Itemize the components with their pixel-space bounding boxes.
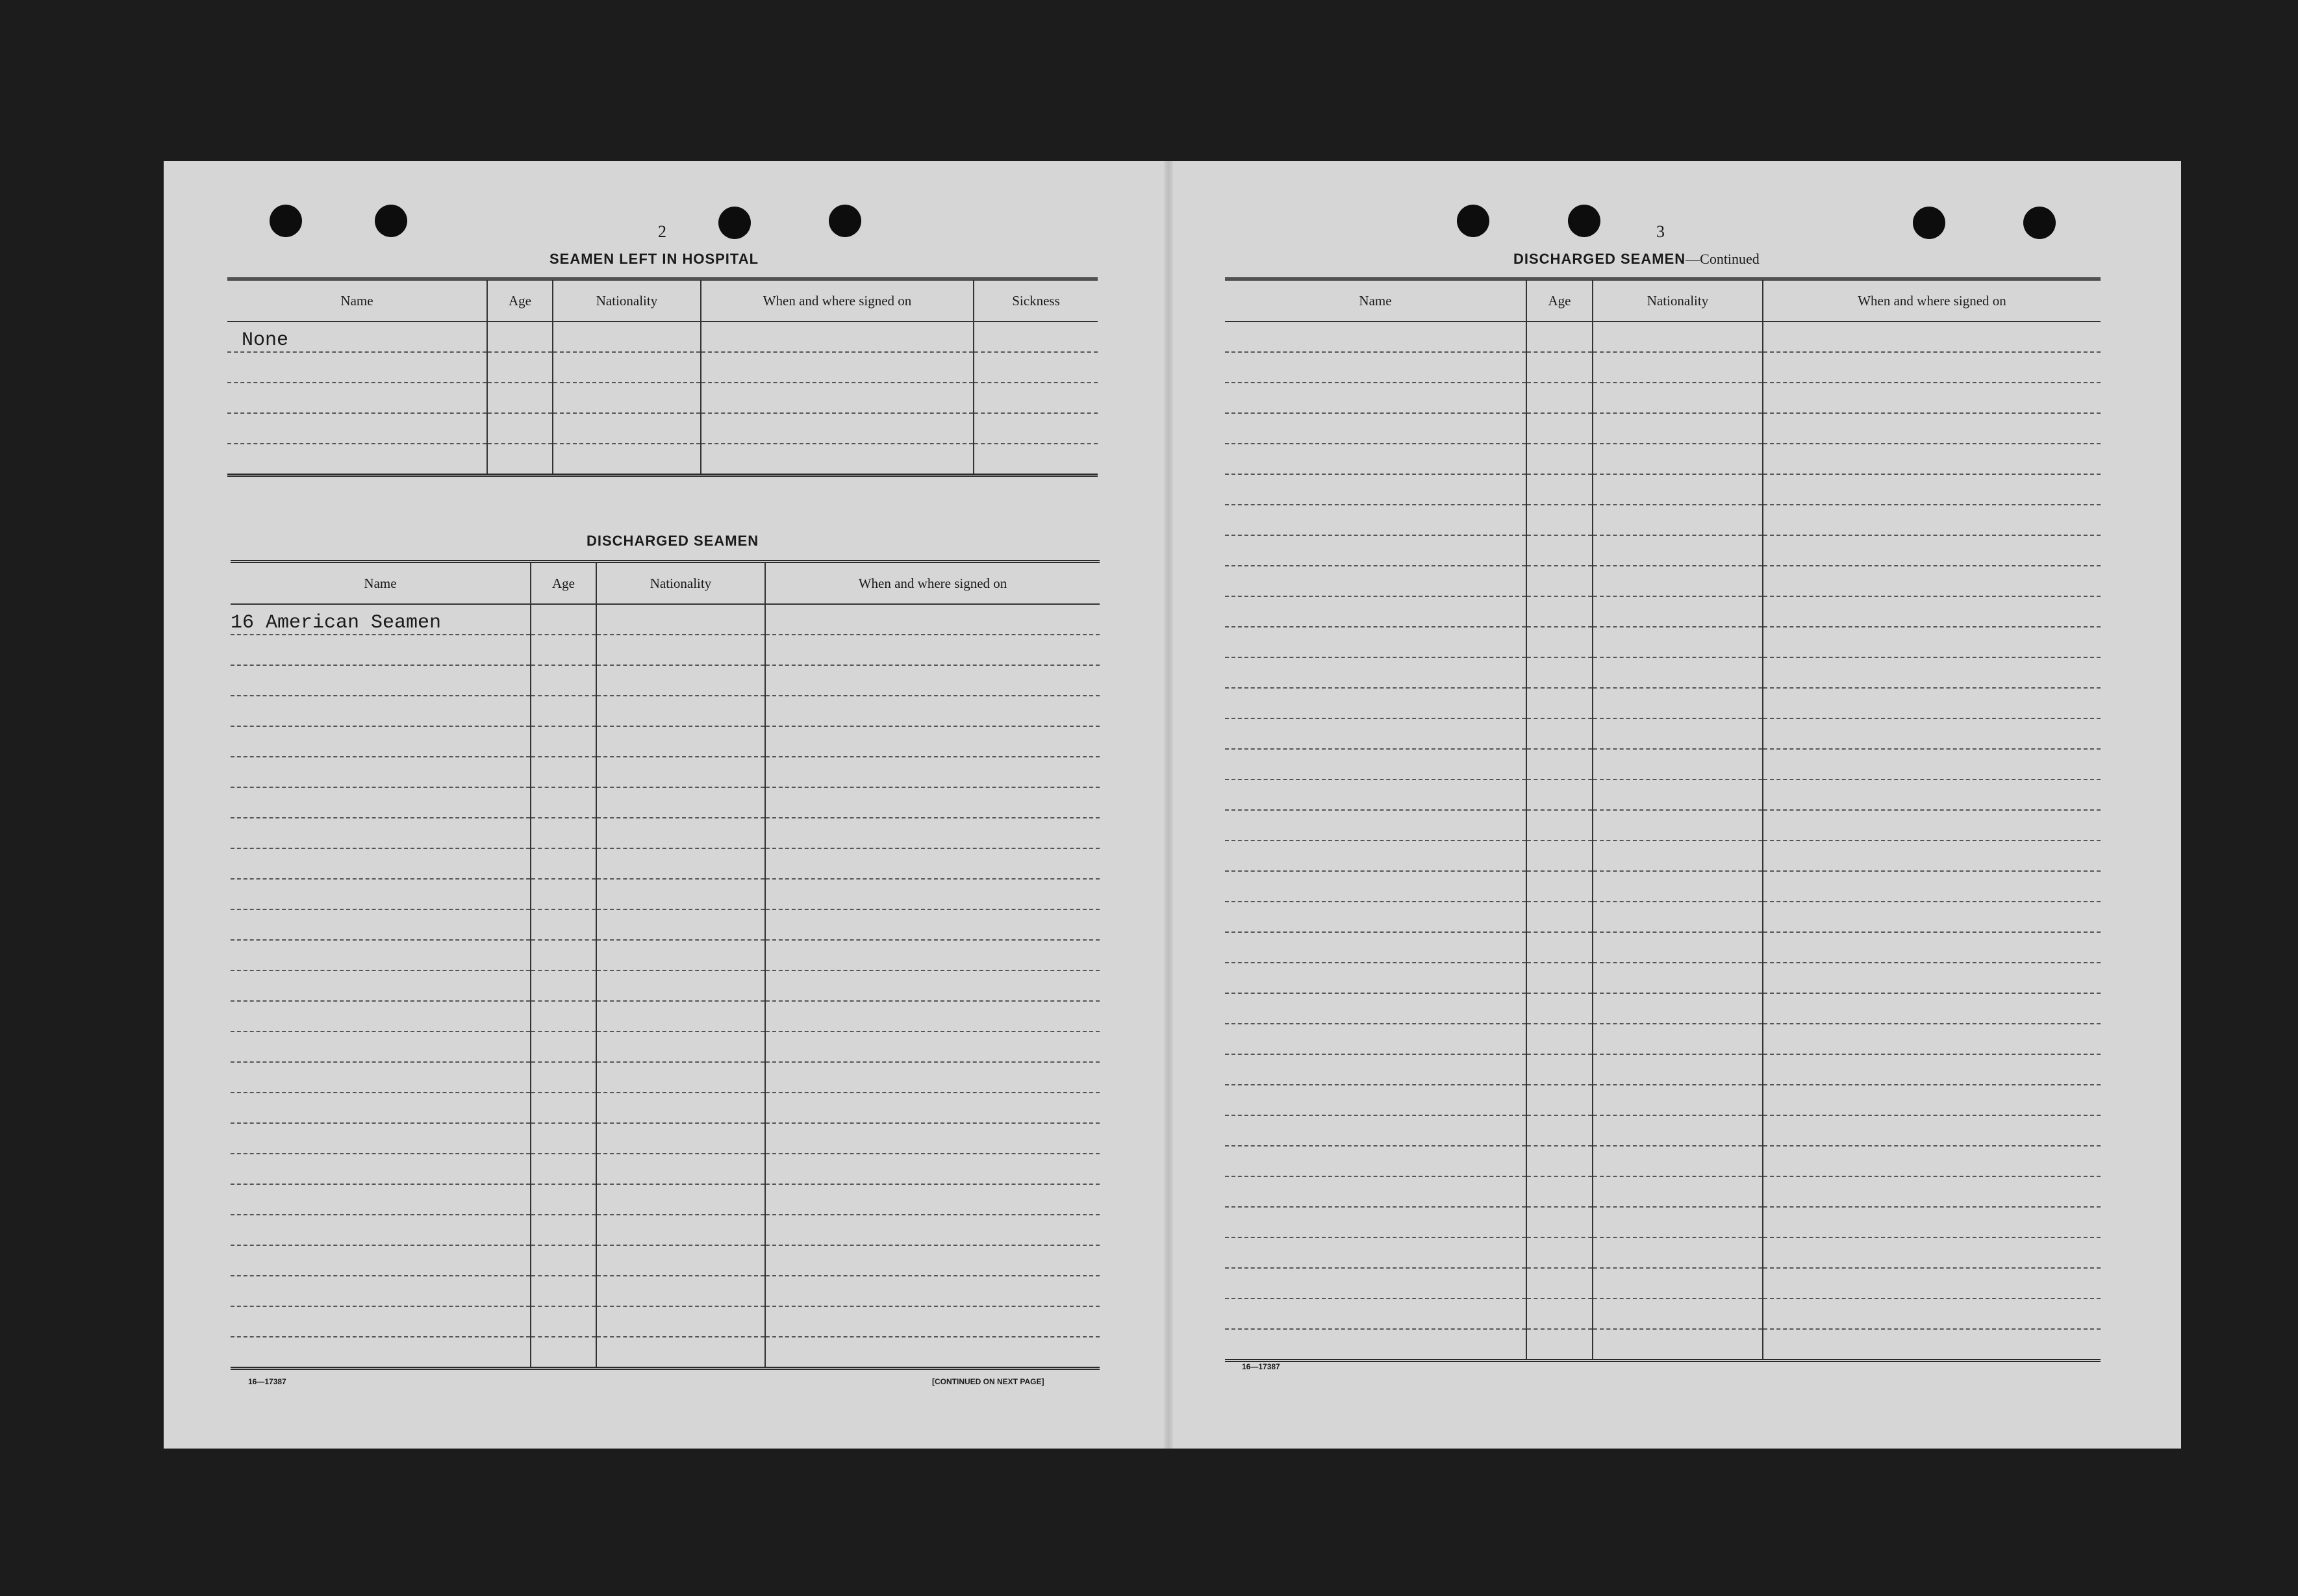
table-row bbox=[231, 1276, 1100, 1306]
table-row bbox=[1225, 993, 2101, 1024]
table-row bbox=[231, 1154, 1100, 1184]
table-row bbox=[1225, 1085, 2101, 1115]
table-row bbox=[1225, 1298, 2101, 1329]
punch-hole bbox=[1913, 207, 1945, 239]
table-row bbox=[231, 635, 1100, 665]
table-row bbox=[231, 1001, 1100, 1032]
table-row bbox=[1225, 718, 2101, 749]
table-row bbox=[231, 909, 1100, 940]
table-row bbox=[231, 1093, 1100, 1123]
punch-hole bbox=[718, 207, 751, 239]
table-row bbox=[1225, 505, 2101, 535]
table-row bbox=[1225, 474, 2101, 505]
table-row bbox=[1225, 1329, 2101, 1361]
table-row bbox=[1225, 810, 2101, 841]
col-header-signed-on: When and where signed on bbox=[1763, 279, 2101, 322]
table-row bbox=[1225, 963, 2101, 993]
table-row bbox=[1225, 1024, 2101, 1054]
table-row bbox=[227, 383, 1098, 413]
table-row bbox=[231, 1215, 1100, 1245]
table-row bbox=[231, 848, 1100, 879]
table-row bbox=[1225, 1054, 2101, 1085]
table-row bbox=[1225, 322, 2101, 352]
punch-hole bbox=[270, 205, 302, 237]
discharged-title-main: DISCHARGED SEAMEN bbox=[1513, 251, 1686, 267]
col-header-signed-on: When and where signed on bbox=[765, 562, 1100, 605]
table-row bbox=[227, 444, 1098, 475]
table-row bbox=[231, 1062, 1100, 1093]
table-row bbox=[231, 604, 1100, 635]
table-row bbox=[227, 352, 1098, 383]
table-row bbox=[1225, 902, 2101, 932]
table-row bbox=[231, 1184, 1100, 1215]
hospital-table bbox=[227, 277, 1098, 477]
form-number-right: 16—17387 bbox=[1242, 1362, 1280, 1371]
col-header-age: Age bbox=[531, 562, 596, 605]
col-header-nationality: Nationality bbox=[553, 279, 701, 322]
page-number-left: 2 bbox=[658, 222, 666, 241]
table-row bbox=[1225, 444, 2101, 474]
col-header-age: Age bbox=[487, 279, 553, 322]
col-header-nationality: Nationality bbox=[596, 562, 765, 605]
col-header-signed-on: When and where signed on bbox=[701, 279, 974, 322]
table-row bbox=[231, 757, 1100, 787]
table-row bbox=[231, 787, 1100, 818]
table-row bbox=[1225, 841, 2101, 871]
punch-hole bbox=[829, 205, 861, 237]
form-number-left: 16—17387 bbox=[248, 1377, 286, 1386]
page-fold bbox=[1164, 161, 1173, 1449]
table-row bbox=[1225, 1176, 2101, 1207]
punch-hole bbox=[2023, 207, 2056, 239]
table-row bbox=[231, 1032, 1100, 1062]
table-row bbox=[1225, 413, 2101, 444]
table-row bbox=[1225, 627, 2101, 657]
discharged-table bbox=[231, 560, 1100, 1370]
col-header-nationality: Nationality bbox=[1593, 279, 1763, 322]
table-row bbox=[1225, 688, 2101, 718]
table-row bbox=[1225, 566, 2101, 596]
table-row bbox=[231, 696, 1100, 726]
table-row bbox=[231, 1123, 1100, 1154]
col-header-name: Name bbox=[231, 562, 531, 605]
col-header-name: Name bbox=[227, 279, 487, 322]
table-row bbox=[1225, 383, 2101, 413]
table-row bbox=[1225, 871, 2101, 902]
table-row bbox=[231, 1337, 1100, 1369]
hospital-entry-name: None bbox=[227, 322, 487, 352]
table-row bbox=[1225, 1115, 2101, 1146]
hospital-section-title: SEAMEN LEFT IN HOSPITAL bbox=[549, 251, 759, 267]
table-row bbox=[1225, 352, 2101, 383]
punch-hole bbox=[1457, 205, 1489, 237]
table-row bbox=[1225, 1146, 2101, 1176]
table-row bbox=[1225, 1268, 2101, 1298]
punch-hole bbox=[1568, 205, 1600, 237]
table-row bbox=[227, 413, 1098, 444]
col-header-sickness: Sickness bbox=[974, 279, 1098, 322]
table-row bbox=[1225, 779, 2101, 810]
table-row bbox=[1225, 1207, 2101, 1237]
punch-hole bbox=[375, 205, 407, 237]
table-row bbox=[231, 1306, 1100, 1337]
table-row bbox=[1225, 1237, 2101, 1268]
table-row bbox=[1225, 749, 2101, 779]
table-row bbox=[231, 970, 1100, 1001]
table-row bbox=[1225, 596, 2101, 627]
discharged-entry-name: 16 American Seamen bbox=[231, 604, 531, 635]
table-row bbox=[1225, 932, 2101, 963]
page-number-right: 3 bbox=[1656, 222, 1665, 241]
continued-note: [CONTINUED ON NEXT PAGE] bbox=[932, 1377, 1044, 1386]
table-row bbox=[227, 322, 1098, 352]
discharged-title-suffix: —Continued bbox=[1686, 251, 1760, 267]
table-row bbox=[231, 1245, 1100, 1276]
discharged-section-title: DISCHARGED SEAMEN bbox=[587, 533, 759, 549]
table-row bbox=[1225, 657, 2101, 688]
discharged-continued-table bbox=[1225, 277, 2101, 1362]
table-row bbox=[1225, 535, 2101, 566]
table-row bbox=[231, 726, 1100, 757]
table-row bbox=[231, 665, 1100, 696]
col-header-age: Age bbox=[1526, 279, 1593, 322]
col-header-name: Name bbox=[1225, 279, 1526, 322]
table-row bbox=[231, 818, 1100, 848]
discharged-continued-title bbox=[1513, 251, 1760, 268]
table-row bbox=[231, 940, 1100, 970]
table-row bbox=[231, 879, 1100, 909]
